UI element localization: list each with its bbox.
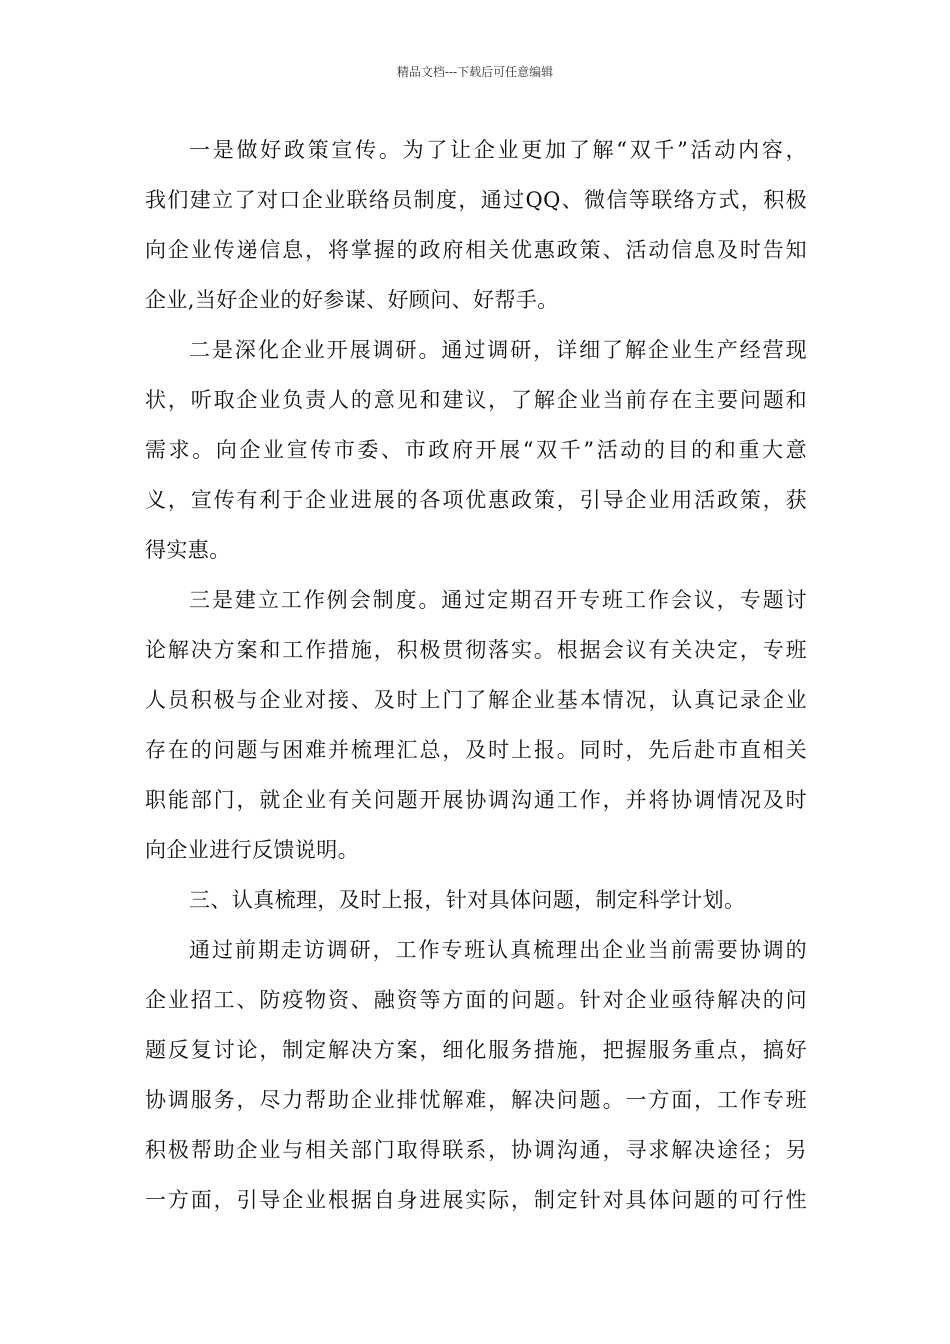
text-line: 三、认真梳理，及时上报，针对具体问题，制定科学计划。 — [189, 888, 746, 912]
text-line: 积极帮助企业与相关部门取得联系，协调沟通，寻求解决途径；另 — [145, 1138, 807, 1162]
section-heading-three — [145, 875, 807, 925]
text-line: 职能部门，就企业有关问题开展协调沟通工作，并将协调情况及时 — [145, 788, 807, 812]
text-line: 一方面，引导企业根据自身进展实际，制定针对具体问题的可行性 — [145, 1188, 807, 1212]
paragraph-early-visits — [145, 925, 807, 1225]
text-line: 二是深化企业开展调研。通过调研，详细了解企业生产经营现 — [189, 338, 807, 362]
paragraph-enterprise-research — [145, 325, 807, 575]
page-header: 精品文档---下载后可任意编辑 — [396, 65, 554, 79]
text-line: 协调服务，尽力帮助企业排忧解难，解决问题。一方面，工作专班 — [145, 1088, 807, 1112]
text-line: 通过前期走访调研，工作专班认真梳理出企业当前需要协调的 — [189, 938, 807, 962]
text-line: 得实惠。 — [145, 538, 231, 562]
text-line: 向企业进行反馈说明。 — [145, 838, 359, 862]
text-line: 人员积极与企业对接、及时上门了解企业基本情况，认真记录企业 — [145, 688, 807, 712]
text-line: 需求。向企业宣传市委、市政府开展“双千”活动的目的和重大意 — [145, 438, 807, 462]
paragraph-policy-publicity — [145, 125, 807, 325]
text-line: 向企业传递信息，将掌握的政府相关优惠政策、活动信息及时告知 — [145, 238, 807, 262]
text-line: 我们建立了对口企业联络员制度，通过QQ、微信等联络方式，积极 — [145, 188, 807, 212]
text-line: 状，听取企业负责人的意见和建议，了解企业当前存在主要问题和 — [145, 388, 807, 412]
text-line: 论解决方案和工作措施，积极贯彻落实。根据会议有关决定，专班 — [145, 638, 807, 662]
document-body — [145, 125, 807, 1225]
text-line: 企业招工、防疫物资、融资等方面的问题。针对企业亟待解决的问 — [145, 988, 807, 1012]
text-line: 存在的问题与困难并梳理汇总，及时上报。同时，先后赴市直相关 — [145, 738, 807, 762]
text-line: 一是做好政策宣传。为了让企业更加了解“双千”活动内容， — [189, 138, 807, 162]
paragraph-work-meeting-system — [145, 575, 807, 875]
text-line: 企业,当好企业的好参谋、好顾问、好帮手。 — [145, 288, 559, 312]
text-line: 三是建立工作例会制度。通过定期召开专班工作会议，专题讨 — [189, 588, 807, 612]
text-line: 题反复讨论，制定解决方案，细化服务措施，把握服务重点，搞好 — [145, 1038, 807, 1062]
text-line: 义，宣传有利于企业进展的各项优惠政策，引导企业用活政策，获 — [145, 488, 807, 512]
